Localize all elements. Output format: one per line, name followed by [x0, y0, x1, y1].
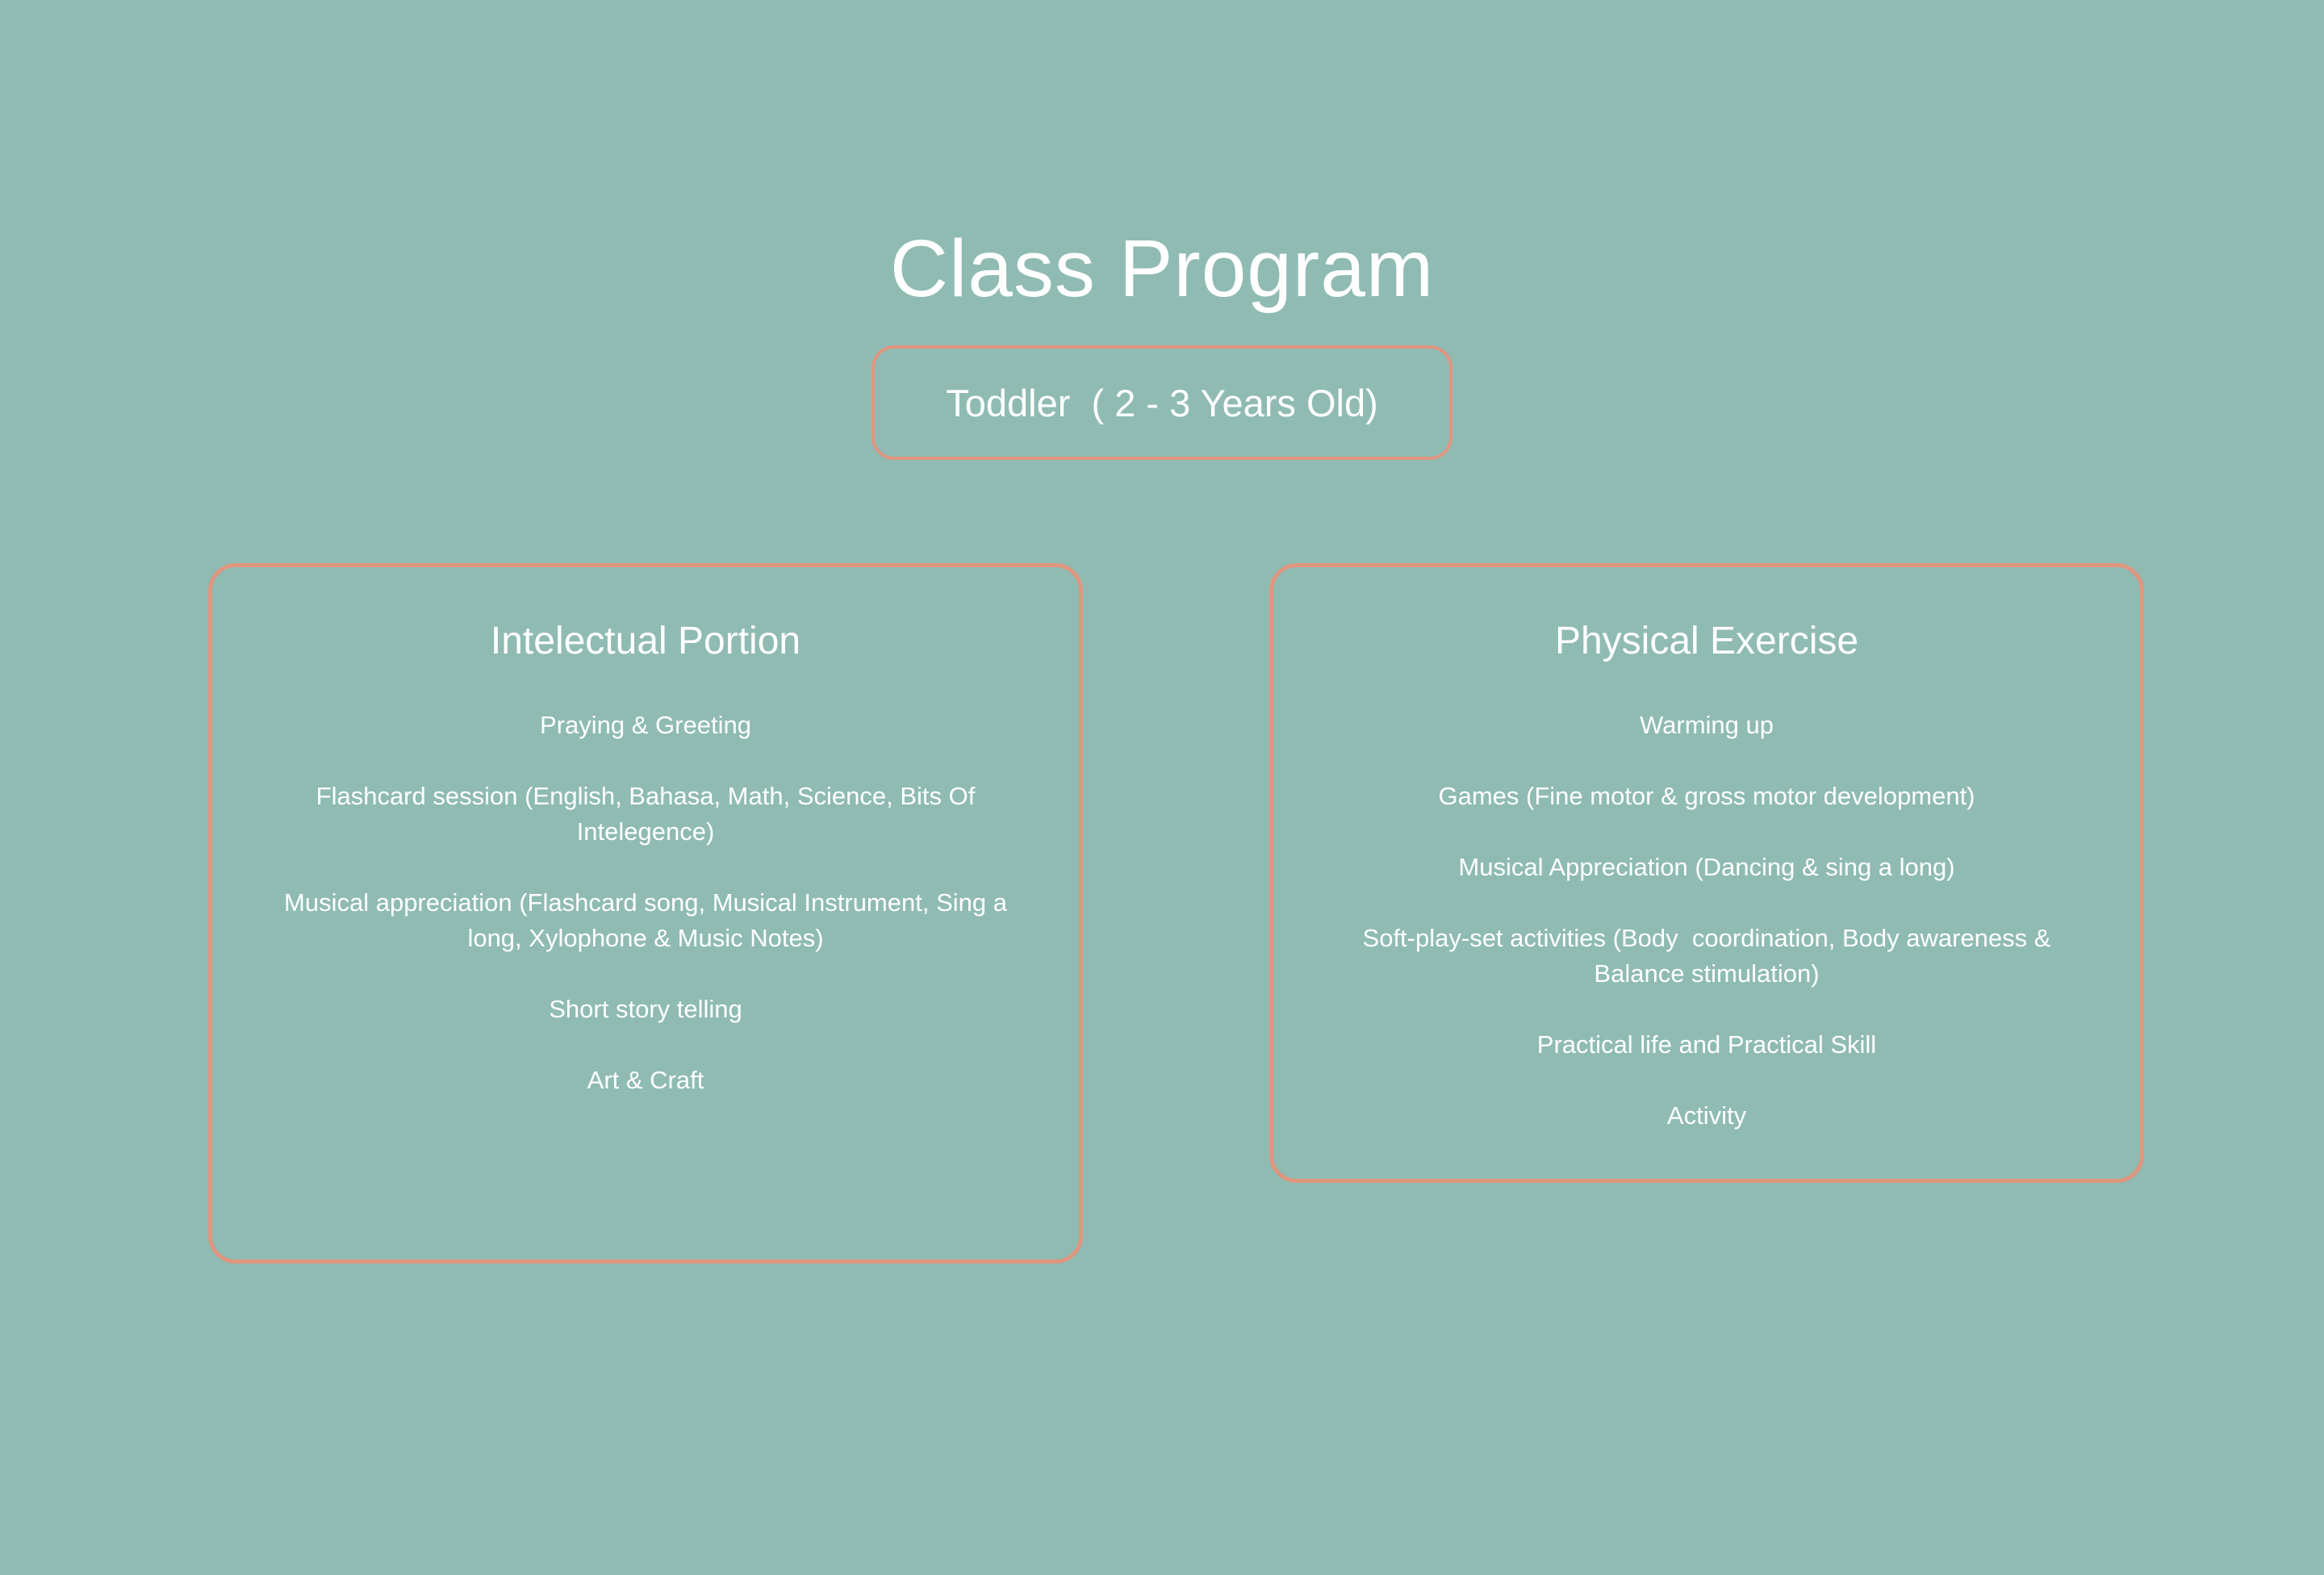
intellectual-portion-title: Intelectual Portion — [490, 620, 801, 662]
list-item: Soft-play-set activities (Body coordination, Body awareness & Balance stimulation) — [1362, 924, 2059, 988]
list-item: Activity — [1666, 1101, 1747, 1130]
list-item: Art & Craft — [587, 1066, 704, 1094]
intellectual-portion-list — [212, 708, 1079, 1098]
physical-exercise-list — [1273, 708, 2140, 1134]
intellectual-portion-card — [208, 563, 1083, 1264]
physical-exercise-title: Physical Exercise — [1554, 620, 1859, 662]
list-item: Games (Fine motor & gross motor development) — [1438, 782, 1975, 810]
list-item: Musical Appreciation (Dancing & sing a long) — [1458, 853, 1955, 881]
list-item: Short story telling — [549, 995, 742, 1023]
age-group-badge: Toddler ( 2 - 3 Years Old) — [872, 345, 1452, 460]
page-title: Class Program — [889, 224, 1435, 314]
list-item: Flashcard session (English, Bahasa, Math, Science, Bits Of Intelegence) — [316, 782, 982, 846]
list-item: Practical life and Practical Skill — [1536, 1030, 1877, 1059]
list-item: Praying & Greeting — [540, 711, 751, 739]
list-item: Musical appreciation (Flashcard song, Musical Instrument, Sing a long, Xylophone & Music Notes) — [284, 888, 1014, 952]
physical-exercise-card — [1269, 563, 2144, 1183]
list-item: Warming up — [1640, 711, 1774, 739]
